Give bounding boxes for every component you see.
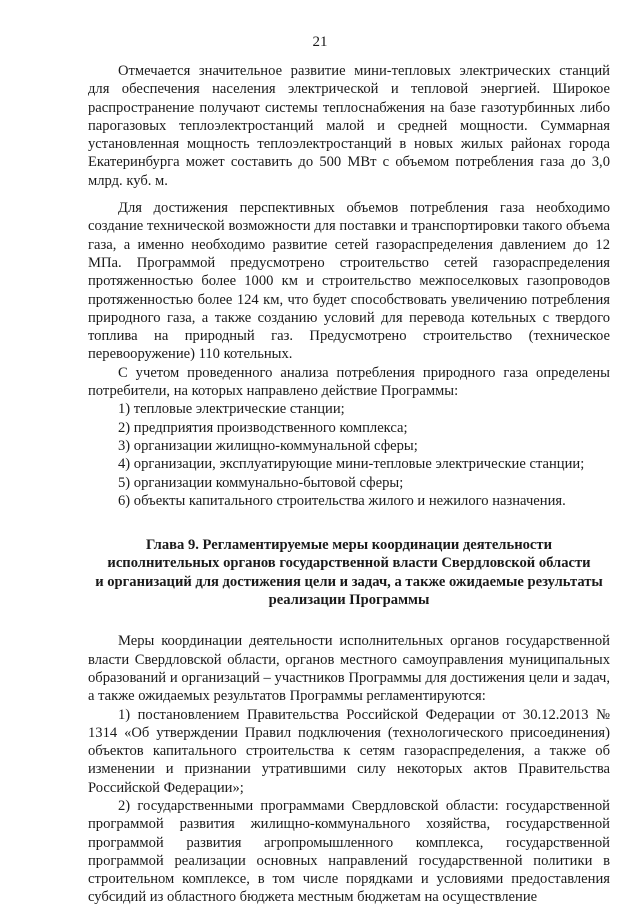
paragraph-consumers-intro: С учетом проведенного анализа потребления природного газа определены потребители, на которых направлено действие Программы:: [88, 364, 610, 400]
list-item: 3) организации жилищно-коммунальной сферы;: [118, 437, 418, 454]
document-body: [88, 62, 610, 907]
paragraph-state-programs: 2) государственными программами Свердловской области: государственной программой развития жилищно-коммунального хозяйства, государственной программой развития агропромышленного комплекса, государственной программой реализации основных направлений государственной политики в строительном комплексе, в том числе порядками и условиями предоставления субсидий из областного бюджета местным бюджетам на осуществление: [88, 797, 610, 906]
consumers-list: [88, 400, 610, 510]
chapter-heading-line: и организаций для достижения цели и задач, а также ожидаемые результаты: [95, 573, 603, 590]
chapter-heading-line: реализации Программы: [268, 592, 430, 609]
paragraph-gas-network: Для достижения перспективных объемов потребления газа необходимо создание технической возможности для поставки и транспортировки такого объема газа, а именно необходимо развитие сетей газораспределения давлением до 12 МПа. Программой предусмотрено строительство сетей газораспределения протяженностью более 1000 км и строительство межпоселковых газопроводов протяженностью более 124 км, что будет способствовать увеличению потребления природного газа, а также созданию условий для перевода котельных с твердого топлива на природный газ. Предусмотрено строительство (техническое перевооружение) 110 котельных.: [88, 200, 610, 363]
paragraph-gas-stations: Отмечается значительное развитие мини-тепловых электрических станций для обеспечения населения электрической и тепловой энергией. Широкое распространение получают системы теплоснабжения на базе газотурбинных либо парогазовых теплоэлектростанций малой и средней мощности. Суммарная установленная мощность теплоэлектростанций в новых жилых районах города Екатеринбурга может составить до 500 МВт с объемом потребления газа до 3,0 млрд. куб. м.: [88, 63, 610, 189]
list-item: 6) объекты капитального строительства жилого и нежилого назначения.: [118, 492, 566, 509]
list-item: 1) тепловые электрические станции;: [118, 401, 345, 418]
list-item: 5) организации коммунально-бытовой сферы;: [118, 474, 404, 491]
chapter-heading-line: исполнительных органов государственной власти Свердловской области: [107, 555, 591, 572]
chapter-heading-line: Глава 9. Регламентируемые меры координации деятельности: [146, 537, 552, 554]
list-item: 4) организации, эксплуатирующие мини-тепловые электрические станции;: [118, 456, 585, 473]
page-number: 21: [312, 34, 328, 50]
list-item: 2) предприятия производственного комплекса;: [118, 419, 408, 436]
paragraph-coordination-measures: Меры координации деятельности исполнительных органов государственной власти Свердловской области, органов местного самоуправления муниципальных образований и организаций – участников Программы для достижения цели и задач, а также ожидаемых результатов Программы регламентируются:: [88, 633, 610, 705]
paragraph-resolution-1314: 1) постановлением Правительства Российской Федерации от 30.12.2013 № 1314 «Об утверждении Правил подключения (технологического присоединения) объектов капитального строительства к сетям газораспределения, а также об изменении и признании утратившими силу некоторых актов Правительства Российской Федерации»;: [88, 706, 610, 796]
chapter-heading: [88, 536, 610, 609]
